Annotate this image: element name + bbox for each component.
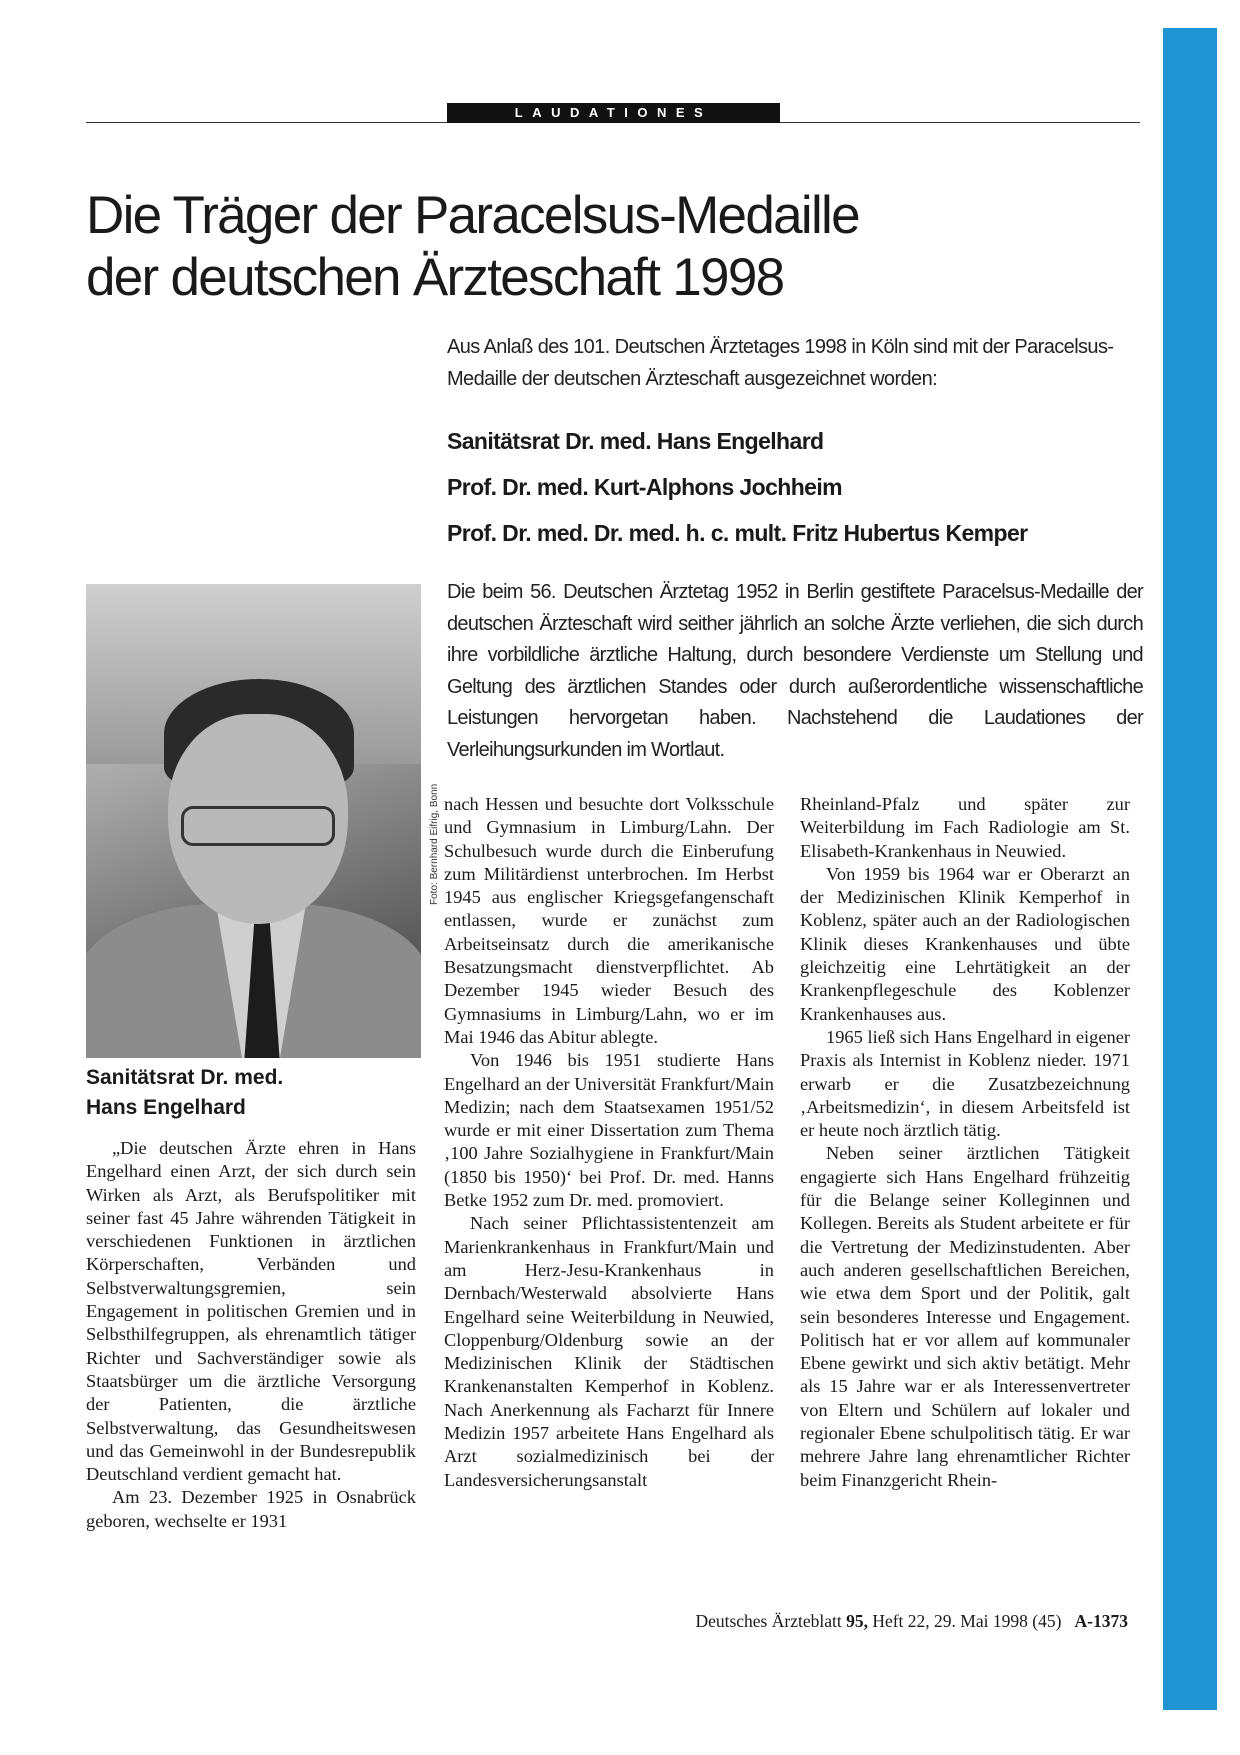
- text-column-1: [86, 1137, 416, 1533]
- body-paragraph: Von 1946 bis 1951 studierte Hans Engelhard an der Universität Frankfurt/Main Medizin; nach dem Staatsexamen 1951/52 wurde er mit einer Dissertation zum Thema ‚100 Jahre Sozialhygiene in Frankfurt/Main (1850 bis 1950)‘ bei Prof. Dr. med. Hanns Betke 1952 zum Dr. med. promoviert.: [444, 1050, 774, 1211]
- honoree-name: Sanitätsrat Dr. med. Hans Engelhard: [447, 428, 824, 454]
- body-paragraph: nach Hessen und besuchte dort Volksschule und Gymnasium in Limburg/Lahn. Der Schulbesuch wurde durch die Einberufung zum Militärdienst unterbrochen. Im Herbst 1945 aus englischer Kriegsgefangenschaft entlassen, wurde er zunächst zum Arbeitseinsatz durch die amerikanische Besatzungsmacht dienstverpflichtet. Ab Dezember 1945 wieder Besuch des Gymnasiums in Limburg/Lahn, wo er im Mai 1946 das Abitur ablegte.: [444, 794, 774, 1047]
- page-number: A-1373: [1074, 1611, 1128, 1631]
- honoree-name: Prof. Dr. med. Dr. med. h. c. mult. Fritz Hubertus Kemper: [447, 520, 1028, 546]
- lead-paragraph: Die beim 56. Deutschen Ärztetag 1952 in Berlin gestiftete Paracelsus-Medaille der deutschen Ärzteschaft wird seither jährlich an solche Ärzte verliehen, die sich durch ihre vorbildliche ärztliche Haltung, durch besondere Verdienste um Stellung und Geltung des ärztlichen Standes oder durch außerordentliche wissenschaftliche Leistungen hervorgetan haben. Nachstehend die Laudationes der Verleihungsurkunden im Wortlaut.: [447, 581, 1143, 761]
- caption-line-1: Sanitätsrat Dr. med.: [86, 1066, 284, 1089]
- page-footer: [560, 1610, 1128, 1632]
- journal-issue: Heft 22, 29. Mai 1998 (45): [872, 1611, 1062, 1631]
- photo-caption: [86, 1063, 416, 1123]
- honoree-name: Prof. Dr. med. Kurt-Alphons Jochheim: [447, 474, 842, 500]
- section-tag: LAUDATIONES: [447, 103, 780, 123]
- journal-volume: 95,: [846, 1611, 868, 1631]
- title-line-1: Die Träger der Paracelsus-Medaille: [86, 186, 859, 245]
- caption-line-2: Hans Engelhard: [86, 1096, 246, 1119]
- article-title: [86, 185, 1146, 309]
- journal-name: Deutsches Ärzteblatt: [695, 1611, 842, 1631]
- side-color-bar: [1163, 28, 1217, 1710]
- title-line-2: der deutschen Ärzteschaft 1998: [86, 248, 784, 307]
- portrait-photo: [86, 584, 421, 1058]
- body-paragraph: Am 23. Dezember 1925 in Osnabrück geboren, wechselte er 1931: [86, 1487, 416, 1531]
- photo-credit: Foto: Bernhard Eifrig, Bonn: [429, 783, 440, 905]
- body-paragraph: Rheinland-Pfalz und später zur Weiterbildung im Fach Radiologie am St. Elisabeth-Krankenhaus in Neuwied.: [800, 794, 1130, 861]
- text-column-3: [800, 793, 1130, 1492]
- body-paragraph: 1965 ließ sich Hans Engelhard in eigener Praxis als Internist in Koblenz nieder. 1971 erwarb er die Zusatzbezeichnung ‚Arbeitsmedizin‘, in diesem Arbeitsfeld ist er heute noch ärztlich tätig.: [800, 1026, 1130, 1141]
- body-paragraph: Nach seiner Pflichtassistentenzeit am Marienkrankenhaus in Frankfurt/Main und am Herz-Jesu-Krankenhaus in Dernbach/Westerwald absolvierte Hans Engelhard seine Weiterbildung in Neuwied, Cloppenburg/Oldenburg sowie an der Medizinischen Klinik der Städtischen Krankenanstalten Kemperhof in Koblenz. Nach Anerkennung als Facharzt für Innere Medizin 1957 arbeitete Hans Engelhard als Arzt sozialmedizinisch bei der Landesversicherungsanstalt: [444, 1213, 774, 1490]
- body-paragraph: Von 1959 bis 1964 war er Oberarzt an der Medizinischen Klinik Kemperhof in Koblenz, später auch an der Radiologischen Klinik dieses Krankenhauses und übte gleichzeitig eine Lehrtätigkeit an der Krankenpflegeschule des Koblenzer Krankenhauses aus.: [800, 863, 1130, 1024]
- text-column-2: [444, 793, 774, 1492]
- body-paragraph: „Die deutschen Ärzte ehren in Hans Engelhard einen Arzt, der sich durch sein Wirken als Arzt, als Berufspolitiker mit seiner fast 45 Jahre währenden Tätigkeit in verschiedenen Funktionen in ärztlichen Körperschaften, Verbänden und Selbstverwaltungsgremien, sein Engagement in politischen Gremien und in Selbsthilfegruppen, als ehrenamtlich tätiger Richter und Sachverständiger sowie als Staatsbürger um die ärztliche Versorgung der Patienten, die ärztliche Selbstverwaltung, das Gesundheitswesen und das Gemeinwohl in der Bundesrepublik Deutschland verdient gemacht hat.: [86, 1138, 416, 1485]
- body-paragraph: Neben seiner ärztlichen Tätigkeit engagierte sich Hans Engelhard frühzeitig für die Belange seiner Kolleginnen und Kollegen. Bereits als Student arbeitete er für die Vertretung der Medizinstudenten. Aber auch anderen gesellschaftlichen Bereichen, wie etwa dem Sport und der Politik, galt sein besonderes Interesse und Engagement. Politisch hat er vor allem auf kommunaler Ebene gewirkt und sich aktiv betätigt. Mehr als 15 Jahre war er als Interessenvertreter von Eltern und Schülern auf lokaler und regionaler Ebene schulpolitisch tätig. Er war mehrere Jahre lang ehrenamtlicher Richter beim Finanzgericht Rhein-: [800, 1143, 1130, 1490]
- intro-text: Aus Anlaß des 101. Deutschen Ärztetages 1998 in Köln sind mit der Paracelsus-Medaille der deutschen Ärzteschaft ausgezeichnet worden:: [447, 336, 1114, 390]
- honoree-list: [447, 418, 1167, 556]
